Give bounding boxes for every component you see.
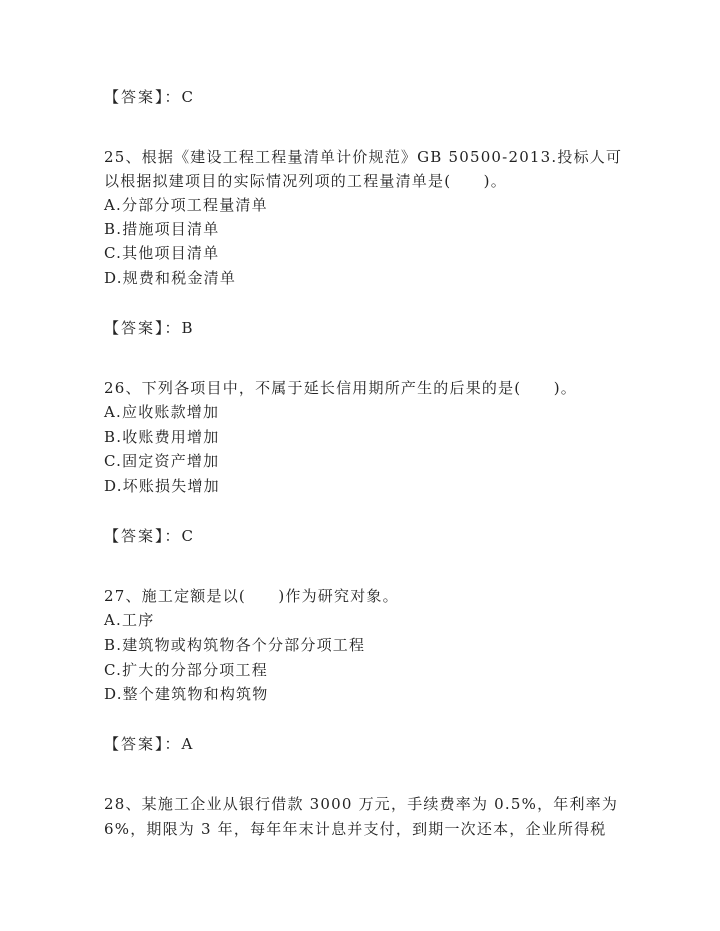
question-25-option-b: B.措施项目清单 <box>104 220 220 238</box>
question-27-option-d: D.整个建筑物和构筑物 <box>104 685 269 703</box>
question-28-line-1: 28、某施工企业从银行借款 3000 万元，手续费率为 0.5%，年利率为 <box>104 795 619 813</box>
question-26-option-a: A.应收账款增加 <box>104 403 220 421</box>
question-27-line-1: 27、施工定额是以( )作为研究对象。 <box>104 587 399 605</box>
answer-27: 【答案】：A <box>104 735 195 753</box>
question-26-option-b: B.收账费用增加 <box>104 428 220 446</box>
question-25-line-1: 25、根据《建设工程工程量清单计价规范》GB 50500-2013.投标人可 <box>104 148 623 166</box>
question-27-option-b: B.建筑物或构筑物各个分部分项工程 <box>104 636 366 654</box>
question-26-option-c: C.固定资产增加 <box>104 452 220 470</box>
question-26-option-d: D.坏账损失增加 <box>104 477 220 495</box>
question-26-line-1: 26、下列各项目中，不属于延长信用期所产生的后果的是( )。 <box>104 379 577 397</box>
question-25-option-a: A.分部分项工程量清单 <box>104 196 268 214</box>
question-25-option-d: D.规费和税金清单 <box>104 269 237 287</box>
question-27-option-a: A.工序 <box>104 611 155 629</box>
question-27-option-c: C.扩大的分部分项工程 <box>104 661 268 679</box>
answer-24: 【答案】：C <box>104 88 195 106</box>
question-28-line-2: 6%，期限为 3 年，每年年末计息并支付，到期一次还本，企业所得税 <box>104 820 607 838</box>
answer-25: 【答案】：B <box>104 319 195 337</box>
question-25-line-2: 以根据拟建项目的实际情况列项的工程量清单是( )。 <box>104 172 507 190</box>
answer-26: 【答案】：C <box>104 527 195 545</box>
question-25-option-c: C.其他项目清单 <box>104 244 220 262</box>
